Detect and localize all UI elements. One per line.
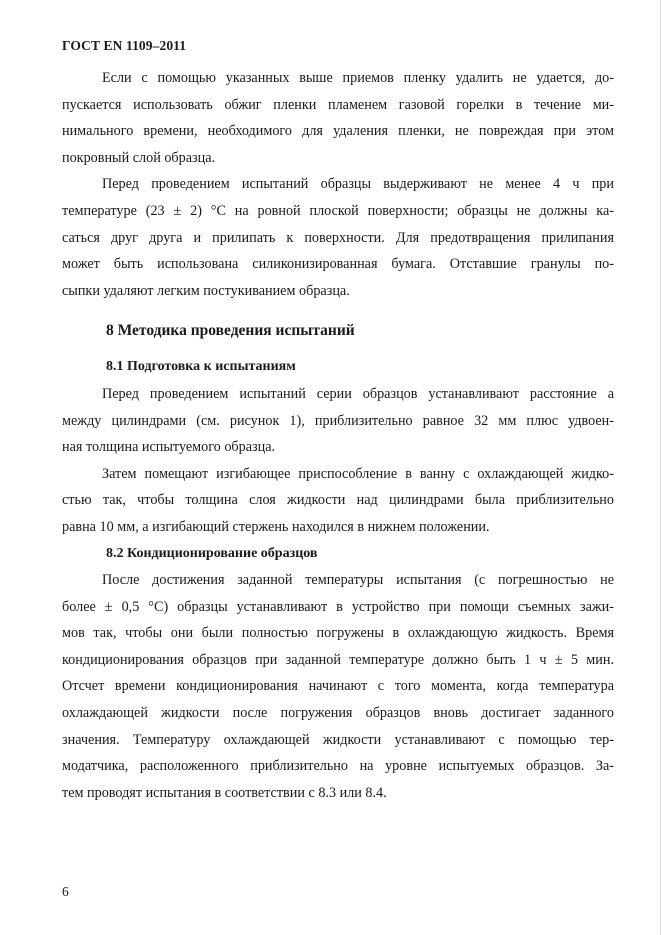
section-heading-8: 8 Методика проведения испытаний — [106, 322, 355, 340]
document-body — [62, 65, 614, 806]
text-line: Затем помещают изгибающее приспособление в ванну с охлаждающей жидко- — [102, 465, 614, 482]
document-header: ГОСТ EN 1109–2011 — [62, 38, 187, 53]
text-line: тем проводят испытания в соответствии с 8.3 или 8.4. — [62, 784, 387, 801]
text-line: Перед проведением испытаний образцы выдерживают не менее 4 ч при — [102, 176, 614, 193]
text-line: равна 10 мм, а изгибающий стержень находился в нижнем положении. — [62, 518, 490, 535]
text-line: мов так, чтобы они были полностью погружены в охлаждающую жидкость. Время — [62, 625, 614, 642]
text-line: более ± 0,5 °С) образцы устанавливают в устройство при помощи съемных зажи- — [62, 598, 614, 615]
text-line: температуре (23 ± 2) °С на ровной плоской поверхности; образцы не должны ка- — [62, 202, 614, 219]
text-line: пускается использовать обжиг пленки пламенем газовой горелки в течение ми- — [62, 96, 614, 113]
text-line: Перед проведением испытаний серии образцов устанавливают расстояние а — [102, 385, 614, 402]
text-line: значения. Температуру охлаждающей жидкости устанавливают с помощью тер- — [62, 731, 614, 748]
text-line: саться друг друга и прилипать к поверхности. Для предотвращения прилипания — [62, 229, 614, 246]
paragraph-pre-test-storage — [62, 171, 614, 304]
text-line: нимального времени, необходимого для удаления пленки, не повреждая при этом — [62, 123, 614, 140]
text-line: сыпки удаляют легким постукиванием образца. — [62, 282, 350, 299]
text-line: покровный слой образца. — [62, 149, 216, 166]
text-line: Если с помощью указанных выше приемов пленку удалить не удается, до- — [102, 70, 614, 86]
text-line: После достижения заданной температуры испытания (с погрешностью не — [102, 572, 614, 589]
text-line: стью так, чтобы толщина слоя жидкости над цилиндрами была приблизительно — [62, 492, 614, 509]
text-line: модатчика, расположенного приблизительно на уровне испытуемых образцов. За- — [62, 758, 614, 775]
paragraph-film-removal — [62, 65, 614, 171]
text-line: между цилиндрами (см. рисунок 1), приблизительно равное 32 мм плюс удвоен- — [62, 412, 614, 429]
paragraph-conditioning — [62, 567, 614, 806]
subsection-heading-8-2: 8.2 Кондиционирование образцов — [106, 545, 318, 561]
page-number: 6 — [62, 884, 69, 899]
paragraph-cylinder-distance — [62, 381, 614, 461]
paragraph-bath-setup — [62, 461, 614, 541]
text-line: охлаждающей жидкости после погружения образцов вновь достигает заданного — [62, 705, 614, 722]
subsection-heading-8-1: 8.1 Подготовка к испытаниям — [106, 359, 296, 375]
text-line: кондиционирования образцов при заданной температуре должно быть 1 ч ± 5 мин. — [62, 651, 614, 668]
text-line: Отсчет времени кондиционирования начинают с того момента, когда температура — [62, 678, 614, 695]
text-line: ная толщина испытуемого образца. — [62, 439, 276, 456]
text-line: может быть использована силиконизированная бумага. Отставшие гранулы по- — [62, 256, 614, 273]
